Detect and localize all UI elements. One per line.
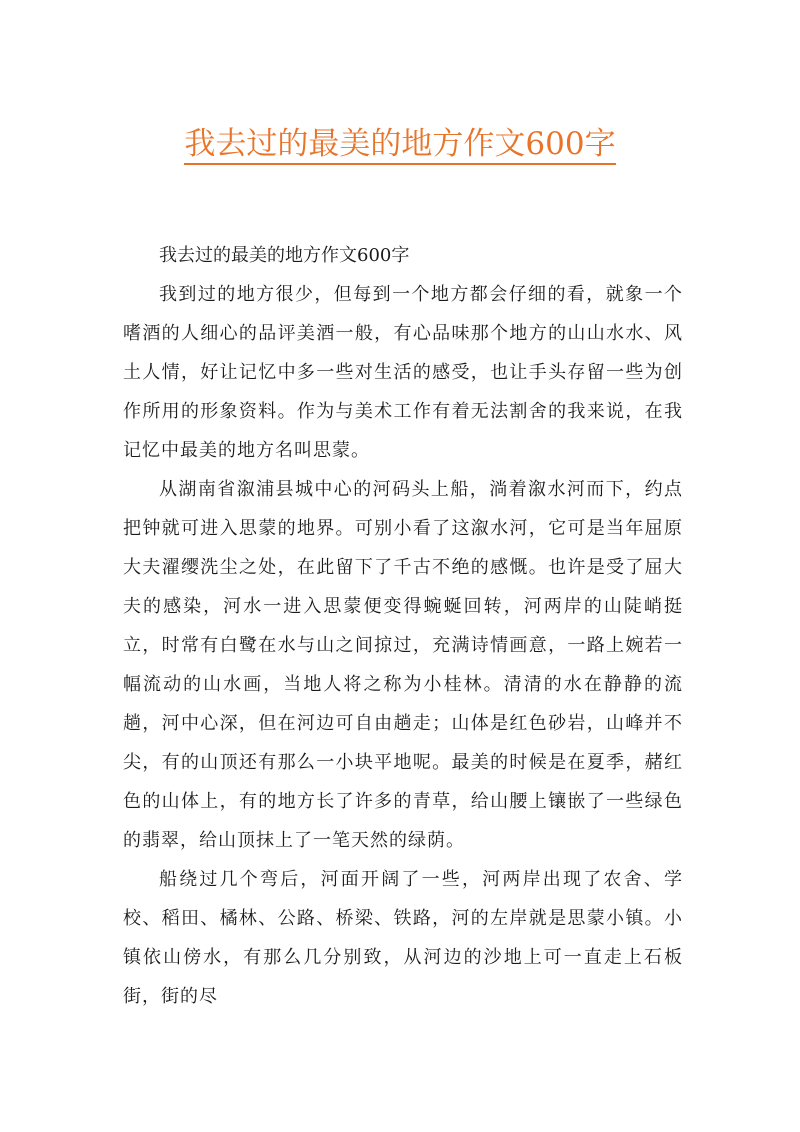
body-paragraph-2: 从湖南省溆浦县城中心的河码头上船，淌着溆水河而下，约点把钟就可进入思蒙的地界。可别小看了这溆水河，它可是当年屈原大夫濯缨洗尘之处，在此留下了千古不绝的感慨。也许是受了屈大夫的感染，河水一进入思蒙便变得蜿蜒回转，河两岸的山陡峭挺立，时常有白鹭在水与山之间掠过，充满诗情画意，一路上婉若一幅流动的山水画，当地人将之称为小桂林。清清的水在静静的流趟，河中心深，但在河边可自由趟走；山体是红色砂岩，山峰并不尖，有的山顶还有那么一小块平地呢。最美的时候是在夏季，赭红色的山体上，有的地方长了许多的青草，给山腰上镶嵌了一些绿色的翡翠，给山顶抹上了一笔天然的绿荫。: [123, 479, 683, 851]
body-subtitle: 我去过的最美的地方作文600字: [159, 245, 410, 266]
document-title: [0, 120, 800, 168]
document-body: [123, 236, 683, 1016]
body-paragraph-1: 我到过的地方很少，但每到一个地方都会仔细的看，就象一个嗜酒的人细心的品评美酒一般，有心品味那个地方的山山水水、风土人情，好让记忆中多一些对生活的感受，也让手头存留一些为创作所用的形象资料。作为与美术工作有着无法割舍的我来说，在我记忆中最美的地方名叫思蒙。: [123, 284, 683, 461]
document-title-text: 我去过的最美的地方作文600字: [184, 126, 615, 165]
body-paragraph-3: 船绕过几个弯后，河面开阔了一些，河两岸出现了农舍、学校、稻田、橘林、公路、桥梁、铁路，河的左岸就是思蒙小镇。小镇依山傍水，有那么几分别致，从河边的沙地上可一直走上石板街，街的尽: [123, 869, 683, 1007]
